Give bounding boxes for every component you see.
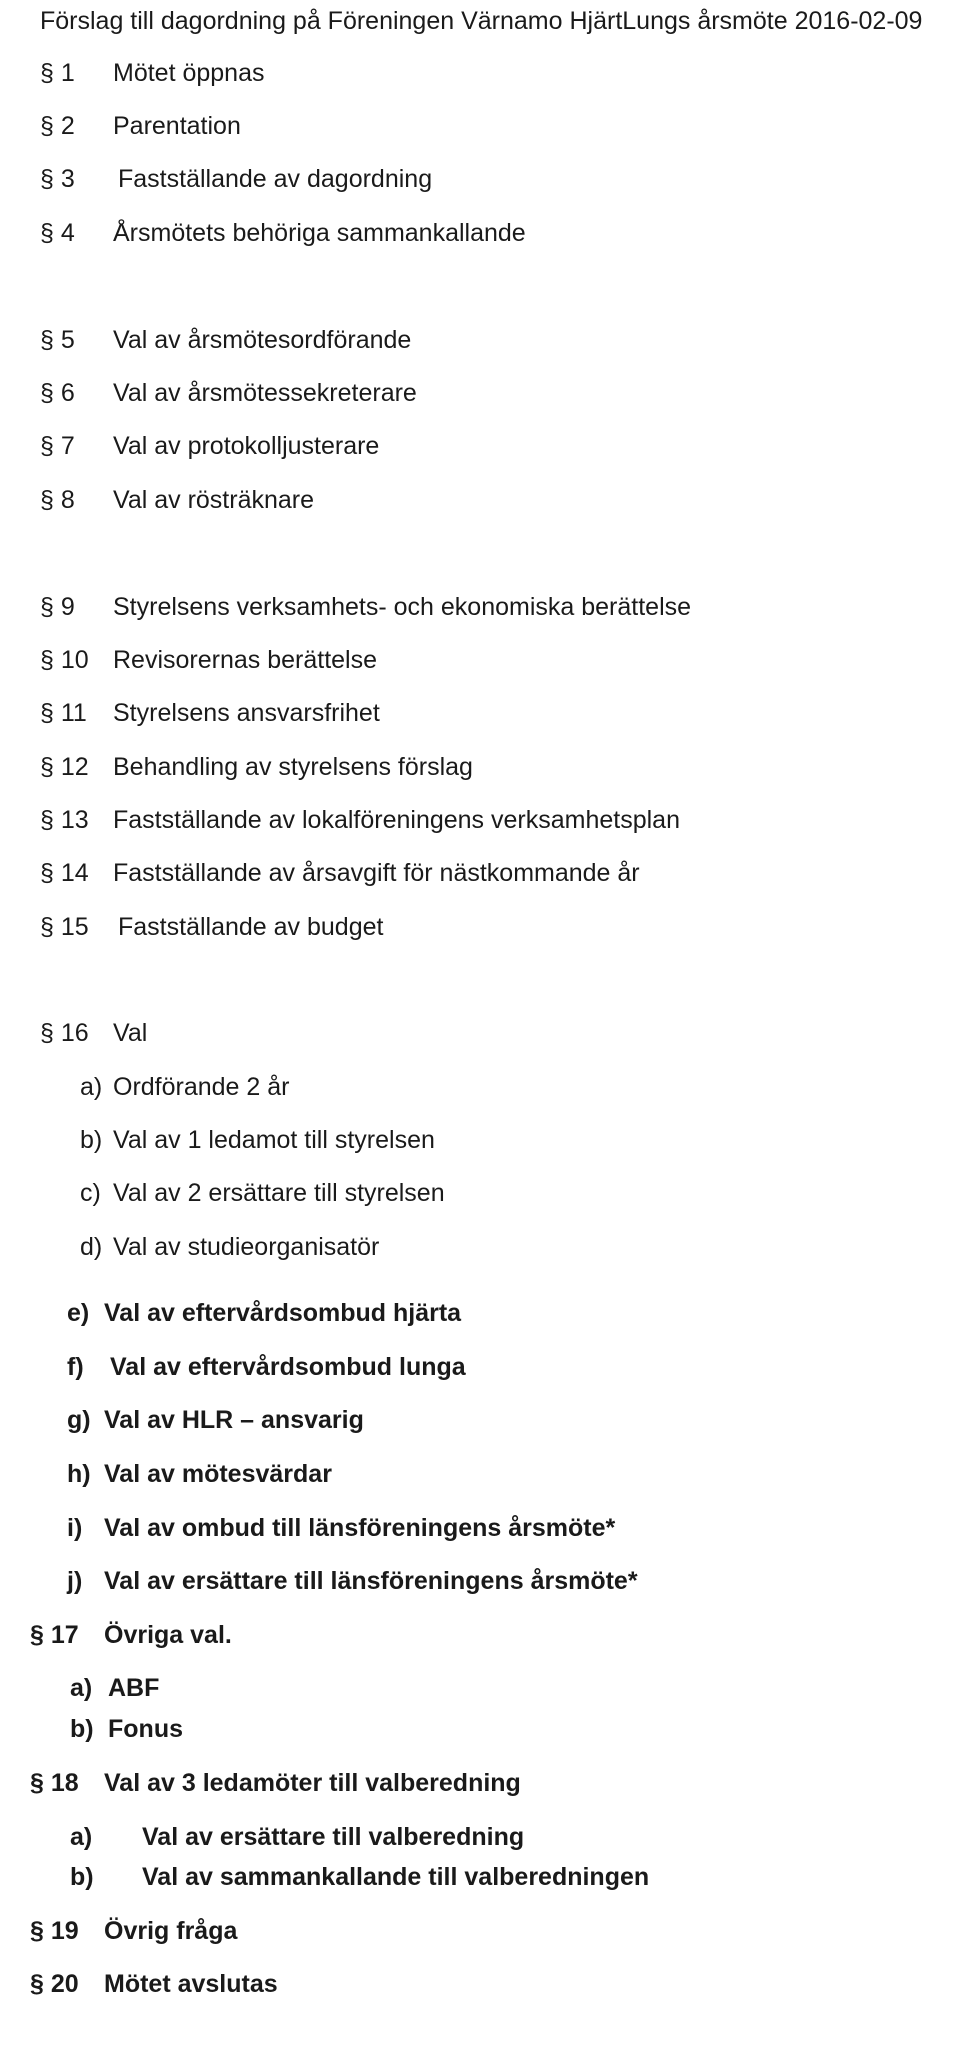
agenda-item-4 [0, 218, 960, 248]
item-number: § 12 [40, 753, 89, 781]
sub-item-16c [0, 1178, 960, 1208]
document-title: Förslag till dagordning på Föreningen Värnamo HjärtLungs årsmöte 2016-02-09 [40, 7, 923, 35]
sub-item-letter: e) [67, 1299, 90, 1327]
agenda-item-9 [0, 592, 960, 622]
item-number: § 18 [30, 1769, 79, 1797]
item-number: § 7 [40, 432, 75, 460]
item-number: § 6 [40, 379, 75, 407]
sub-item-16i [0, 1513, 960, 1543]
sub-item-text: Ordförande 2 år [113, 1073, 290, 1101]
sub-item-text: Val av 2 ersättare till styrelsen [113, 1179, 445, 1207]
sub-item-text: Val av studieorganisatör [113, 1233, 380, 1261]
item-text: Val av protokolljusterare [113, 432, 380, 460]
item-number: § 16 [40, 1019, 89, 1047]
agenda-item-10 [0, 645, 960, 675]
item-number: § 4 [40, 219, 75, 247]
item-number: § 20 [30, 1970, 79, 1998]
sub-item-16g [0, 1405, 960, 1435]
item-number: § 15 [40, 913, 89, 941]
agenda-item-7 [0, 431, 960, 461]
agenda-item-3 [0, 164, 960, 194]
item-number: § 19 [30, 1917, 79, 1945]
item-text: Val av årsmötesordförande [113, 326, 412, 354]
sub-item-16b [0, 1125, 960, 1155]
agenda-item-20 [0, 1969, 960, 1999]
sub-item-18b [0, 1862, 960, 1892]
agenda-item-15 [0, 912, 960, 942]
agenda-item-11 [0, 698, 960, 728]
item-text: Revisorernas berättelse [113, 646, 378, 674]
item-number: § 8 [40, 486, 75, 514]
agenda-item-14 [0, 858, 960, 888]
item-text: Val av rösträknare [113, 486, 315, 514]
item-number: § 9 [40, 593, 75, 621]
agenda-item-12 [0, 752, 960, 782]
sub-item-16a [0, 1072, 960, 1102]
sub-item-17a [0, 1673, 960, 1703]
agenda-item-19 [0, 1916, 960, 1946]
item-text: Styrelsens verksamhets- och ekonomiska berättelse [113, 593, 692, 621]
sub-item-letter: b) [70, 1715, 94, 1743]
item-number: § 17 [30, 1621, 79, 1649]
sub-item-16f [0, 1352, 960, 1382]
sub-item-text: Val av mötesvärdar [104, 1460, 332, 1488]
sub-item-text: Val av eftervårdsombud lunga [110, 1353, 466, 1381]
item-text: Mötet öppnas [113, 59, 265, 87]
item-number: § 5 [40, 326, 75, 354]
item-text: Val av 3 ledamöter till valberedning [104, 1769, 521, 1797]
agenda-item-2 [0, 111, 960, 141]
sub-item-letter: f) [67, 1353, 84, 1381]
sub-item-letter: i) [67, 1514, 83, 1542]
agenda-item-13 [0, 805, 960, 835]
item-number: § 11 [40, 699, 87, 727]
item-text: Mötet avslutas [104, 1970, 278, 1998]
agenda-item-8 [0, 485, 960, 515]
sub-item-letter: b) [80, 1126, 103, 1154]
item-text: Fastställande av budget [118, 913, 384, 941]
sub-item-letter: b) [70, 1863, 94, 1891]
sub-item-letter: c) [80, 1179, 101, 1207]
sub-item-16j [0, 1566, 960, 1596]
item-number: § 13 [40, 806, 89, 834]
item-text: Övriga val. [104, 1621, 232, 1649]
sub-item-16e [0, 1298, 960, 1328]
sub-item-letter: a) [70, 1674, 93, 1702]
item-text: Val av årsmötessekreterare [113, 379, 417, 407]
sub-item-letter: j) [67, 1567, 83, 1595]
agenda-item-17 [0, 1620, 960, 1650]
sub-item-letter: g) [67, 1406, 91, 1434]
sub-item-letter: a) [80, 1073, 103, 1101]
sub-item-text: Val av 1 ledamot till styrelsen [113, 1126, 435, 1154]
item-text: Val [113, 1019, 148, 1047]
sub-item-17b [0, 1714, 960, 1744]
sub-item-text: ABF [108, 1674, 160, 1702]
item-number: § 3 [40, 165, 75, 193]
sub-item-text: Val av ombud till länsföreningens årsmöte* [104, 1514, 616, 1542]
sub-item-text: Val av eftervårdsombud hjärta [104, 1299, 462, 1327]
sub-item-18a [0, 1822, 960, 1852]
sub-item-letter: h) [67, 1460, 91, 1488]
item-text: Fastställande av årsavgift för nästkommande år [113, 859, 640, 887]
sub-item-text: Val av sammankallande till valberedningen [142, 1863, 650, 1891]
item-text: Årsmötets behöriga sammankallande [113, 219, 526, 247]
sub-item-16d [0, 1232, 960, 1262]
item-text: Parentation [113, 112, 241, 140]
agenda-item-6 [0, 378, 960, 408]
item-text: Behandling av styrelsens förslag [113, 753, 473, 781]
agenda-item-16 [0, 1018, 960, 1048]
sub-item-text: Fonus [108, 1715, 183, 1743]
sub-item-text: Val av ersättare till valberedning [142, 1823, 525, 1851]
sub-item-text: Val av HLR – ansvarig [104, 1406, 364, 1434]
item-text: Fastställande av lokalföreningens verksamhetsplan [113, 806, 680, 834]
sub-item-text: Val av ersättare till länsföreningens årsmöte* [104, 1567, 638, 1595]
agenda-item-1 [0, 58, 960, 88]
sub-item-letter: d) [80, 1233, 103, 1261]
item-number: § 14 [40, 859, 89, 887]
item-text: Fastställande av dagordning [118, 165, 433, 193]
agenda-item-5 [0, 325, 960, 355]
item-text: Övrig fråga [104, 1917, 238, 1945]
item-text: Styrelsens ansvarsfrihet [113, 699, 380, 727]
sub-item-16h [0, 1459, 960, 1489]
agenda-item-18 [0, 1768, 960, 1798]
item-number: § 2 [40, 112, 75, 140]
sub-item-letter: a) [70, 1823, 93, 1851]
item-number: § 10 [40, 646, 89, 674]
item-number: § 1 [40, 59, 75, 87]
